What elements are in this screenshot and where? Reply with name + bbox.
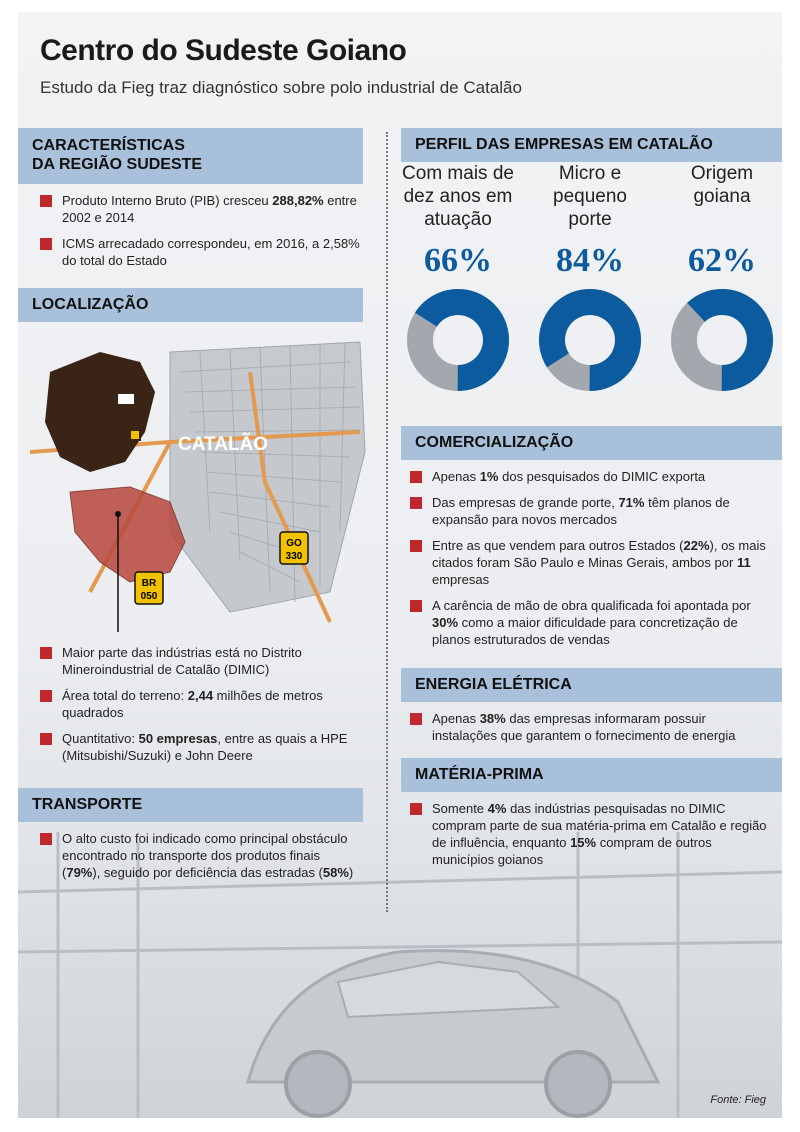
item-text: O alto custo foi indicado como principal obstáculo encontrado no transporte dos produtos finais ( [62,831,348,880]
item-text: Entre as que vendem para outros Estados ( [432,538,684,553]
item-highlight: 30% [432,615,459,630]
svg-text:050: 050 [140,591,158,602]
item-text: Maior parte das indústrias está no Distrito Mineroindustrial de Catalão (DIMIC) [62,645,302,677]
item-text: como a maior dificuldade para concretização de planos estruturados de vendas [432,615,738,647]
item-text: empresas [432,572,490,587]
item-text: A carência de mão de obra qualificada foi apontada por [432,598,751,613]
item-text: , entre as quais a HPE (Mitsubishi/Suzuki) e John Deere [62,731,348,763]
list-item [40,830,360,881]
item-text: das empresas informaram possuir instalações que garantem o fornecimento de energia [432,711,736,743]
perfil-value: 62% [688,242,756,279]
comercializacao-heading: COMERCIALIZAÇÃO [401,426,782,460]
caracteristicas-heading-line1: CARACTERÍSTICAS [32,137,185,154]
brasilia-marker [118,394,134,404]
perfil-value: 84% [556,242,624,279]
donut-value-arc [538,288,642,392]
item-highlight: 50 empresas [138,731,218,746]
perfil-label: Com mais de dez anos em atuação [402,163,514,230]
caracteristicas-list [40,192,360,278]
source-credit: Fonte: Fieg [710,1094,766,1106]
item-text: ) [348,865,354,880]
item-text: ), seguido por deficiência das estradas ( [92,865,323,880]
perfil-column [662,162,782,392]
perfil-label: Micro e pequeno porte [553,163,627,230]
item-text: Apenas [432,469,480,484]
transporte-list [40,830,360,890]
list-item [40,235,360,269]
energia-list [410,710,772,753]
city-label: CATALÃO [178,434,269,455]
item-text: compram de outros municípios goianos [432,835,712,867]
materia-list [410,800,772,877]
svg-text:330: 330 [285,551,303,562]
item-highlight: 79% [66,865,93,880]
list-item [40,192,360,226]
donut-chart [406,288,510,392]
localizacao-heading: LOCALIZAÇÃO [18,288,363,322]
item-highlight: 2,44 [187,688,214,703]
item-text: entre 2002 e 2014 [62,193,357,225]
column-divider [386,132,388,912]
caracteristicas-heading [18,128,363,184]
comercializacao-list [410,468,772,657]
item-highlight: 58% [322,865,349,880]
item-highlight: 22% [683,538,710,553]
svg-text:BR: BR [141,578,157,589]
list-item [40,730,360,764]
item-text: Quantitativo: [62,731,139,746]
list-item [410,468,772,485]
street-grid [170,342,365,612]
svg-text:GO: GO [286,538,302,549]
list-item [410,494,772,528]
item-highlight: 71% [618,495,645,510]
perfil-column [530,162,650,392]
goias-state-shape [45,352,155,472]
dimic-area [70,487,185,582]
donut-chart [670,288,774,392]
item-highlight: 15% [570,835,597,850]
perfil-label: Origem goiana [690,163,754,207]
localizacao-list [40,644,360,773]
transporte-heading: TRANSPORTE [18,788,363,822]
go-330-shield [280,532,308,564]
item-text: ICMS arrecadado correspondeu, em 2016, a 2,58% do total do Estado [62,236,360,268]
page-subtitle: Estudo da Fieg traz diagnóstico sobre polo industrial de Catalão [40,78,522,97]
materia-heading: MATÉRIA-PRIMA [401,758,782,792]
item-text: Somente [432,801,488,816]
list-item [410,597,772,648]
item-text: Produto Interno Bruto (PIB) cresceu [62,193,273,208]
catalao-marker [130,430,140,440]
list-item [410,537,772,588]
perfil-value: 66% [424,242,492,279]
item-highlight: 288,82% [272,193,324,208]
page-title: Centro do Sudeste Goiano [40,34,407,67]
item-text: Área total do terreno: [62,688,188,703]
list-item [40,644,360,678]
item-highlight: 4% [487,801,507,816]
list-item [40,687,360,721]
donut-chart [538,288,642,392]
energia-heading: ENERGIA ELÉTRICA [401,668,782,702]
list-item [410,800,772,868]
perfil-column [398,162,518,392]
item-text: das indústrias pesquisadas no DIMIC compram parte de sua matéria-prima em Catalão e região de influência, enquanto [432,801,767,850]
item-text: têm planos de expansão para novos mercados [432,495,730,527]
item-text: Das empresas de grande porte, [432,495,619,510]
catalao-map [30,332,370,632]
perfil-heading: PERFIL DAS EMPRESAS EM CATALÃO [401,128,782,162]
item-text: Apenas [432,711,480,726]
caracteristicas-heading-line2: DA REGIÃO SUDESTE [32,156,203,173]
item-highlight: 11 [736,555,751,570]
item-highlight: 1% [479,469,499,484]
br-050-shield [135,572,163,604]
infographic [18,12,782,1118]
dimic-point [115,511,121,517]
item-highlight: 38% [479,711,506,726]
item-text: dos pesquisados do DIMIC exporta [498,469,706,484]
item-text: ), os mais citados foram São Paulo e Minas Gerais, ambos por [432,538,766,570]
item-text: milhões de metros quadrados [62,688,323,720]
list-item [410,710,772,744]
